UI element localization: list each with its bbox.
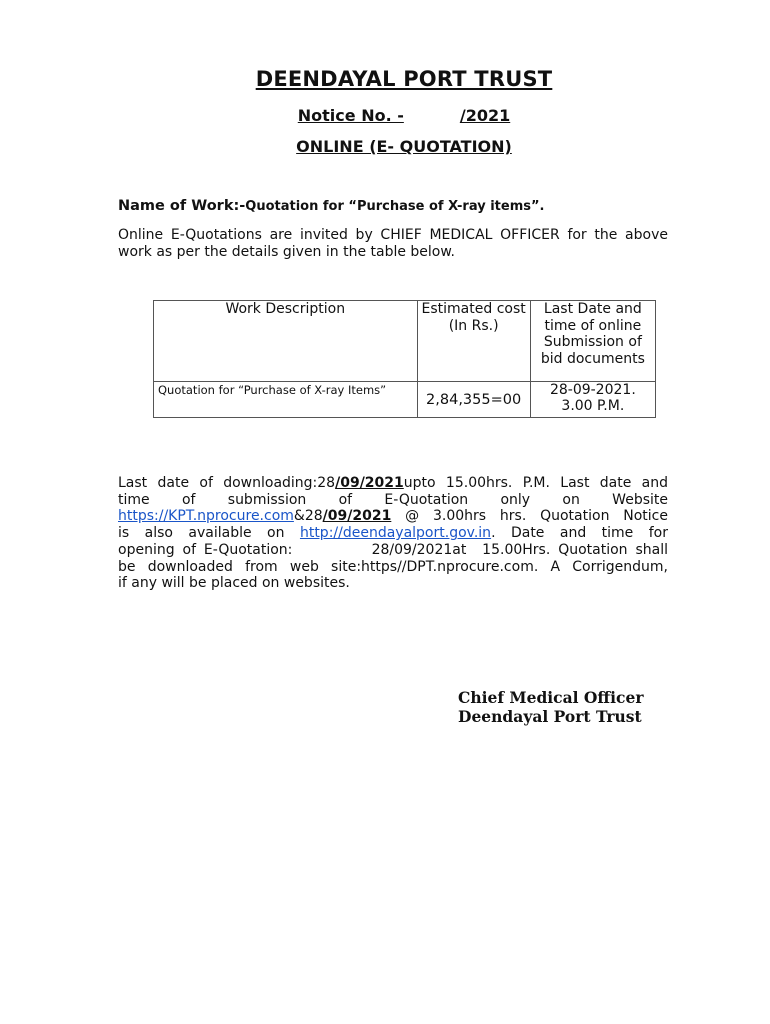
header-estimated-cost: Estimated cost (In Rs.) <box>417 301 530 382</box>
header-work-description: Work Description <box>154 301 418 382</box>
para-text: . Date and time for <box>491 525 668 542</box>
para-text: @ 3.00hrs hrs. Quotation Notice <box>391 508 668 525</box>
para-text: &28 <box>293 508 323 525</box>
intro-paragraph: Online E-Quotations are invited by CHIEF MEDICAL OFFICER for the above work as per the details given in the table below. <box>118 227 668 260</box>
para-text: Last date of downloading:28 <box>118 475 336 491</box>
header-last-date: Last Date and time of online Submission of bid documents <box>530 301 655 382</box>
tender-table <box>153 300 656 418</box>
page-subtitle: ONLINE (E- QUOTATION) <box>296 137 512 156</box>
work-value: Quotation for “Purchase of X-ray items”. <box>245 199 545 214</box>
name-of-work <box>118 198 544 214</box>
notice-number <box>0 106 770 125</box>
deendayalport-link[interactable]: http://deendayalport.gov.in <box>299 525 492 542</box>
table-row <box>154 382 656 418</box>
para-line-1 <box>118 475 668 492</box>
para-line-2: time of submission of E-Quotation only on Website <box>118 491 668 508</box>
para-line-6: be downloaded from web site:https//DPT.nprocure.com. A Corrigendum, <box>118 558 668 575</box>
cell-last-date <box>530 382 655 418</box>
para-line-3 <box>118 508 668 525</box>
para-text: is also available on <box>118 525 300 542</box>
details-paragraph <box>118 475 668 592</box>
notice-year: /2021 <box>459 106 511 125</box>
para-line-7: if any will be placed on websites. <box>118 575 350 592</box>
signature-title: Chief Medical Officer <box>458 688 644 707</box>
cell-cost: 2,84,355=00 <box>417 382 530 418</box>
submission-date-emphasis: /09/2021 <box>322 508 392 525</box>
last-date-line1: 28-09-2021. <box>549 382 636 398</box>
nprocure-link[interactable]: https://KPT.nprocure.com <box>118 508 294 525</box>
notice-prefix: Notice No. - <box>297 106 404 125</box>
last-date-line2: 3.00 P.M. <box>561 398 625 414</box>
para-text: upto 15.00hrs. P.M. Last date and <box>403 475 669 491</box>
para-line-5: opening of E-Quotation: 28/09/2021at 15.00Hrs. Quotation shall <box>118 541 668 558</box>
para-line-4 <box>118 525 668 542</box>
table-header-row <box>154 301 656 382</box>
page-title: DEENDAYAL PORT TRUST <box>255 67 553 91</box>
signature-block <box>458 688 644 726</box>
cell-description: Quotation for “Purchase of X-ray Items” <box>154 382 418 418</box>
download-date-emphasis: /09/2021 <box>335 475 404 491</box>
signature-organization: Deendayal Port Trust <box>458 707 642 726</box>
work-label: Name of Work:- <box>118 198 246 214</box>
